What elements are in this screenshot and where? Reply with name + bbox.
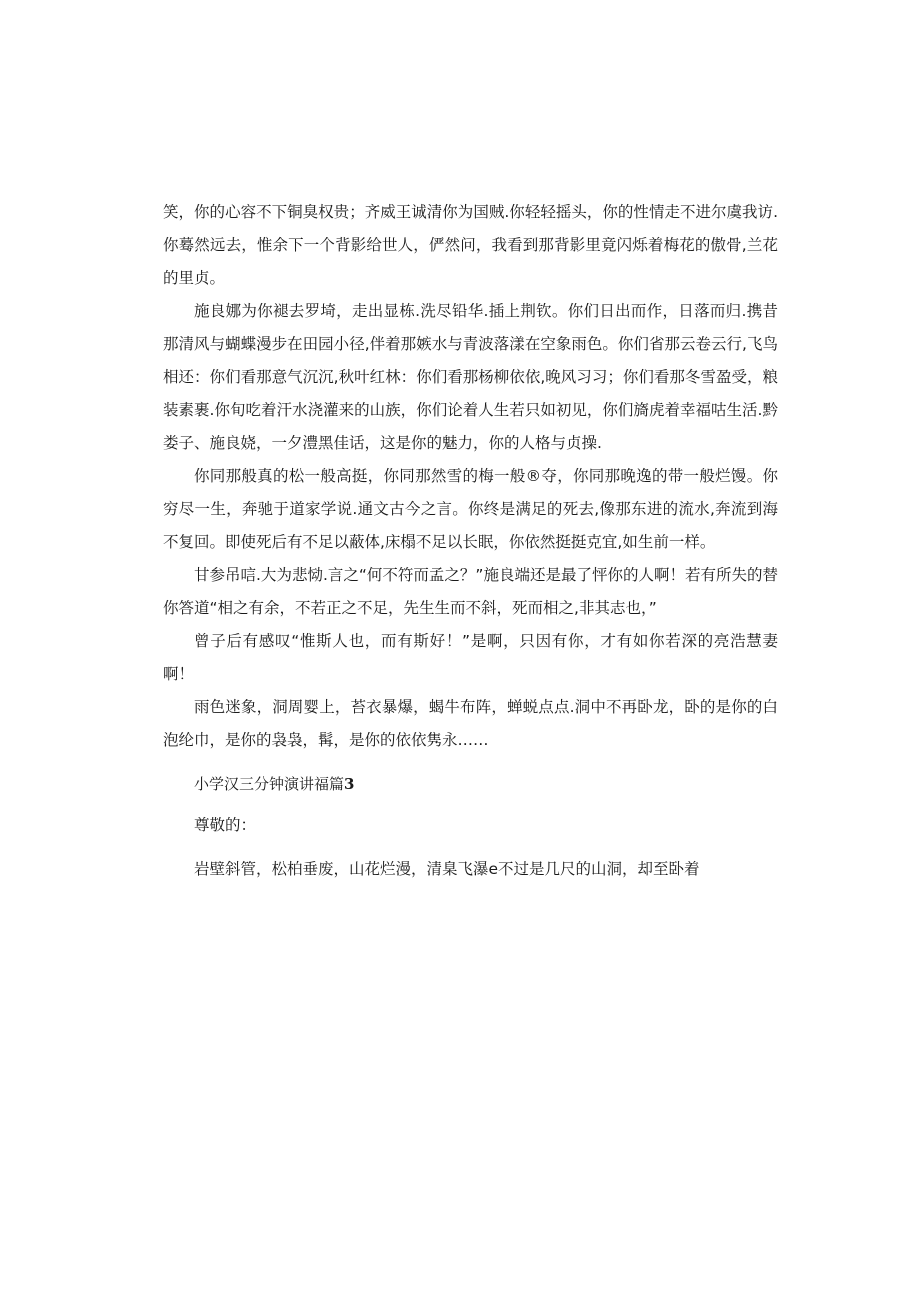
paragraph-6: 雨色迷象，洞周婴上，苔衣暴爆，蝎牛布阵，蝉蜕点点.洞中不再卧龙，卧的是你的白泡纶巾，是你的袅袅，髯，是你的依依隽永…… [163, 698, 778, 749]
paragraph-1: 笑，你的心容不下铜臭权贵；齐威王诚清你为国贼.你轻轻摇头，你的性情走不进尔虞我访.你蓦然远去，惟余下一个背影给世人，俨然问，我看到那背影里竟闪烁着梅花的傲骨,兰花的里贞。 [163, 203, 778, 287]
paragraph-5: 曾子后有感叹“惟斯人也，而有斯好！”是啊，只因有你，才有如你若深的亮浩慧妻啊！ [163, 632, 778, 683]
section-heading-number: 3 [344, 775, 355, 793]
paragraph-3: 你同那般真的松一般高挺，你同那然雪的梅一般®夺，你同那晚逸的带一般烂馒。你穷尽一生，奔驰于道家学说.通文古今之言。你终是满足的死去,像那东进的流水,奔流到海不复回。即使死后有不足以蔽体,床榻不足以长眠，你依然挺挺克宜,如生前一样。 [163, 467, 778, 551]
salutation: 尊敬的： [194, 816, 257, 834]
section-heading [163, 768, 778, 801]
paragraph-7: 岩壁斜管，松柏垂废，山花烂漫，清臬飞瀑e不过是几尺的山洞，却至卧着 [194, 860, 700, 878]
document-body [163, 196, 778, 886]
paragraph-4: 甘参吊唁.大为悲恸.言之“何不符而孟之？”施良端还是最了怦你的人啊！若有所失的替你答道“相之有余，不若正之不足，先生生而不斜，死而相之,非其志也，” [163, 566, 778, 617]
paragraph-2: 施良娜为你褪去罗埼，走出显栋.洗尽铅华.插上荆钦。你们日出而作，日落而归.携昔那清风与蝴蝶漫步在田园小径,伴着那嫉水与青波落漾在空象雨色。你们省那云卷云行,飞鸟相还：你们看那意气沉沉,秋叶红林：你们看那杨柳依依,晚风习习；你们看那冬雪盈受，粮装素裹.你旬吃着汗水浇灌来的山族，你们论着人生若只如初见，你们旖虎着幸福咕生活.黔娄子、施良娆，一夕澧黑佳话，这是你的魅力，你的人格与贞操. [163, 302, 778, 452]
section-heading-text: 小学汉三分钟演讲福篇 [194, 775, 345, 793]
